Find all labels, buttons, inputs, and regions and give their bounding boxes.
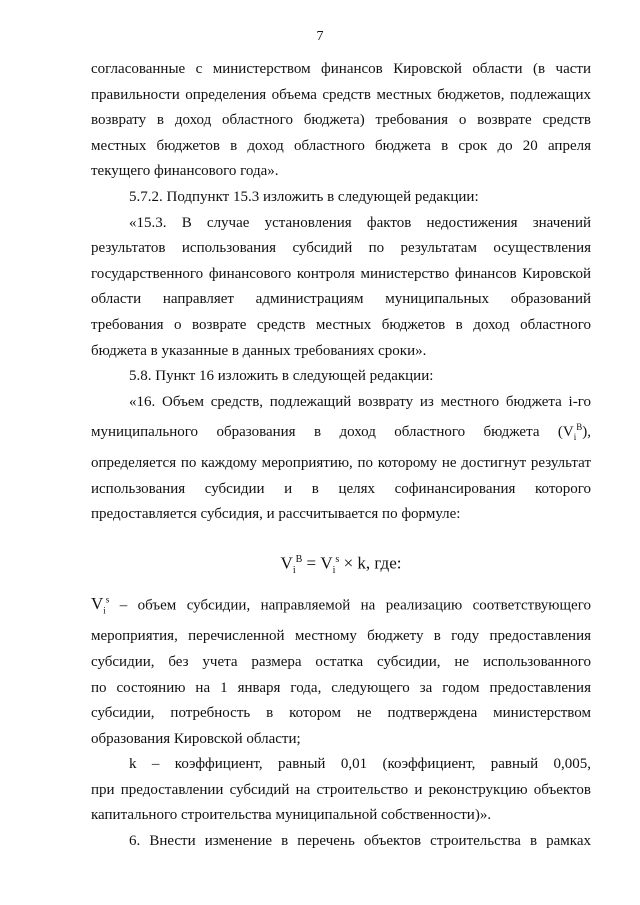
text-line: субсидии, потребность в котором не подтверждена министерством (91, 705, 591, 722)
text-line: определяется по каждому мероприятию, по которому не достигнут результат (91, 454, 591, 471)
text-line: k – коэффициент, равный 0,01 (коэффициент, равный 0,005, (129, 756, 591, 773)
text-line-with-symbol: муниципального образования в доход областного бюджета $(V_i^В)$, (91, 422, 592, 443)
text-line: «16. Объем средств, подлежащий возврату из местного бюджета i-го (129, 393, 591, 410)
text-line: 5.7.2. Подпункт 15.3 изложить в следующей редакции: (129, 188, 479, 205)
text-line: 6. Внести изменение в перечень объектов строительства в рамках (129, 833, 591, 850)
page-number: 7 (316, 29, 324, 44)
text-line: по состоянию на 1 января года, следующего за годом предоставления (91, 679, 591, 696)
text-line: – объем субсидии, направляемой на реализацию соответствующего (119, 597, 591, 614)
text-line: местных бюджетов в доход областного бюджета в срок до 20 апреля (91, 137, 591, 154)
text-line: государственного финансового контроля министерство финансов Кировской (91, 265, 591, 282)
text-line: бюджета в указанные в данных требованиях сроки». (91, 342, 427, 359)
text-line: 5.8. Пункт 16 изложить в следующей редакции: (129, 368, 434, 385)
text-line: использования субсидии и в целях софинансирования которого (91, 480, 591, 497)
text-line: капитального строительства муниципальной собственности)». (91, 807, 492, 824)
inline-formula-symbol: $(V_i^В)$ (557, 422, 588, 443)
text-line: мероприятия, перечисленной местному бюджету в году предоставления (91, 628, 591, 645)
text-line: согласованные с министерством финансов Кировской области (в части (91, 61, 591, 77)
definition-line (91, 588, 591, 625)
formula: $V_i^В = V_i^s \times k$, где: (280, 553, 402, 576)
text-line: образования Кировской области; (91, 730, 301, 747)
text-line: предоставляется субсидия, и рассчитывается по формуле: (91, 506, 461, 523)
text-line: при предоставлении субсидий на строительство и реконструкцию объектов (91, 781, 591, 798)
text-line: «15.3. В случае установления фактов недостижения значений (129, 214, 591, 231)
definition-symbol: $V_i^s$ (91, 594, 110, 616)
text-line: возврату в доход областного бюджета) требования о возврате средств (91, 112, 591, 129)
document-body (91, 57, 591, 855)
text-line: муниципального образования в доход областного бюджета (91, 424, 540, 441)
text-line: правильности определения объема средств местных бюджетов, подлежащих (91, 86, 591, 103)
text-line: результатов использования субсидий по результатам осуществления (91, 240, 591, 257)
text-line: текущего финансового года». (91, 163, 279, 180)
text-line: области направляет администрациям муниципальных образований (91, 291, 591, 308)
text-line: требования о возврате средств местных бюджетов в доход областного (91, 316, 591, 333)
text-line: субсидии, без учета размера остатка субсидии, не использованного (91, 653, 591, 670)
